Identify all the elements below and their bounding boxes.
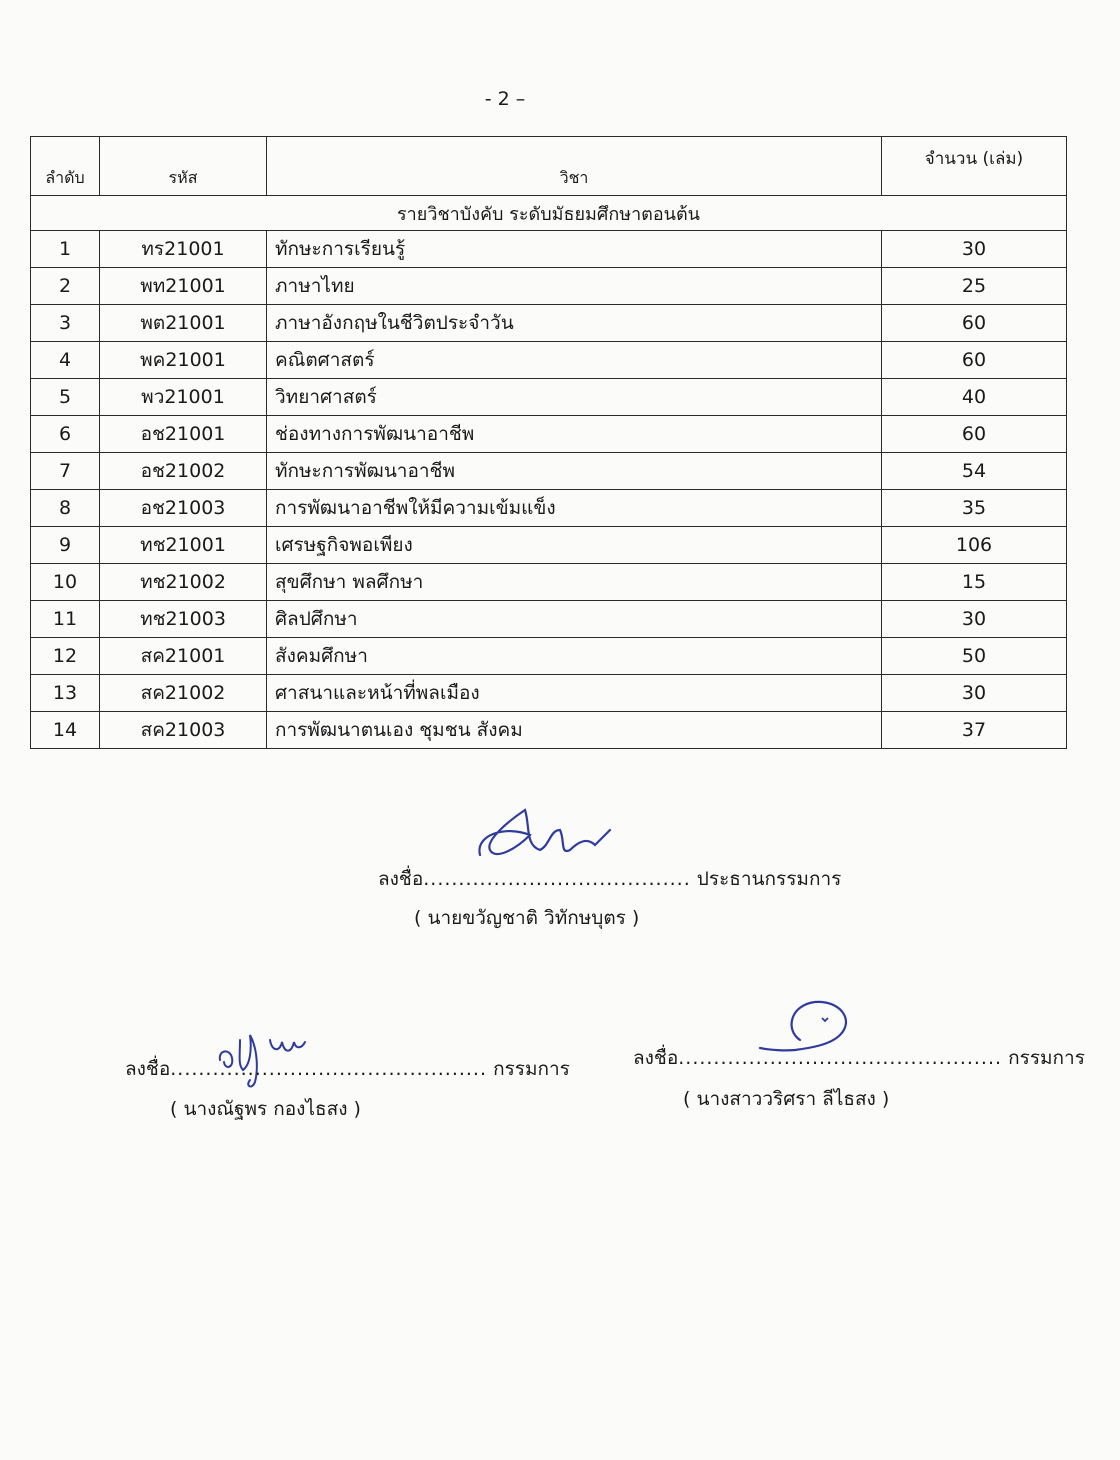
book-quantity-table [30,136,1067,749]
book-quantity: 25 [882,268,1067,305]
table-row [31,675,1067,712]
course-code: พค21001 [100,342,267,379]
row-number: 14 [31,712,100,749]
header-quantity: จำนวน (เล่ม) [882,137,1067,196]
table-row [31,231,1067,268]
row-number: 11 [31,601,100,638]
course-code: อช21002 [100,453,267,490]
chair-sign-dots: ...................................... [423,868,691,890]
row-number: 1 [31,231,100,268]
member-left-signature-line [125,1054,570,1084]
subject-name: ศาสนาและหน้าที่พลเมือง [267,675,882,712]
row-number: 4 [31,342,100,379]
course-code: ทช21001 [100,527,267,564]
header-subject: วิชา [267,137,882,196]
table-row [31,712,1067,749]
book-quantity: 30 [882,601,1067,638]
book-quantity: 54 [882,453,1067,490]
book-quantity: 50 [882,638,1067,675]
course-code: ทช21002 [100,564,267,601]
row-number: 10 [31,564,100,601]
course-code: พว21001 [100,379,267,416]
course-code: สค21003 [100,712,267,749]
row-number: 7 [31,453,100,490]
book-quantity: 37 [882,712,1067,749]
member-left-name: ( นางณัฐพร กองไธสง ) [170,1098,361,1120]
subject-name: ภาษาอังกฤษในชีวิตประจำวัน [267,305,882,342]
table-row [31,305,1067,342]
row-number: 6 [31,416,100,453]
header-no: ลำดับ [31,137,100,196]
chair-signature-line [378,864,841,894]
section-row [31,196,1067,231]
table-row [31,527,1067,564]
book-quantity: 40 [882,379,1067,416]
course-code: สค21002 [100,675,267,712]
chair-role: ประธานกรรมการ [696,868,842,890]
table-row [31,564,1067,601]
subject-name: วิทยาศาสตร์ [267,379,882,416]
book-quantity: 60 [882,342,1067,379]
table-row [31,490,1067,527]
subject-name: เศรษฐกิจพอเพียง [267,527,882,564]
table-row [31,453,1067,490]
table-row [31,416,1067,453]
table-row [31,342,1067,379]
book-quantity: 15 [882,564,1067,601]
section-title: รายวิชาบังคับ ระดับมัธยมศึกษาตอนต้น [31,196,1067,231]
subject-name: ทักษะการพัฒนาอาชีพ [267,453,882,490]
row-number: 13 [31,675,100,712]
chair-name: ( นายขวัญชาติ วิทักษบุตร ) [414,907,640,929]
table-row [31,601,1067,638]
member-right-sign-prefix: ลงชื่อ [633,1047,679,1069]
member-right-signature-line [633,1043,1085,1073]
book-quantity: 30 [882,231,1067,268]
subject-name: ช่องทางการพัฒนาอาชีพ [267,416,882,453]
course-code: อช21001 [100,416,267,453]
book-quantity: 60 [882,305,1067,342]
table-row [31,638,1067,675]
subject-name: ทักษะการเรียนรู้ [267,231,882,268]
book-quantity: 106 [882,527,1067,564]
member-left-sign-dots: ............................................. [170,1058,488,1080]
page-number: - 2 – [484,88,526,110]
member-right-sign-dots: .............................................. [678,1047,1003,1069]
course-code: สค21001 [100,638,267,675]
book-quantity: 30 [882,675,1067,712]
subject-name: ศิลปศึกษา [267,601,882,638]
course-code: ทช21003 [100,601,267,638]
member-right-name: ( นางสาววริศรา ลีไธสง ) [683,1088,890,1110]
subject-name: สังคมศึกษา [267,638,882,675]
row-number: 9 [31,527,100,564]
course-code: อช21003 [100,490,267,527]
table-row [31,379,1067,416]
row-number: 3 [31,305,100,342]
member-left-sign-prefix: ลงชื่อ [125,1058,171,1080]
row-number: 2 [31,268,100,305]
subject-name: คณิตศาสตร์ [267,342,882,379]
subject-name: การพัฒนาอาชีพให้มีความเข้มแข็ง [267,490,882,527]
course-code: ทร21001 [100,231,267,268]
member-left-role: กรรมการ [493,1058,570,1080]
course-code: พท21001 [100,268,267,305]
row-number: 5 [31,379,100,416]
book-quantity: 35 [882,490,1067,527]
subject-name: สุขศึกษา พลศึกษา [267,564,882,601]
table-header-row [31,137,1067,196]
member-right-role: กรรมการ [1008,1047,1085,1069]
row-number: 8 [31,490,100,527]
row-number: 12 [31,638,100,675]
chair-sign-prefix: ลงชื่อ [378,868,424,890]
table-row [31,268,1067,305]
subject-name: ภาษาไทย [267,268,882,305]
header-code: รหัส [100,137,267,196]
book-quantity: 60 [882,416,1067,453]
course-code: พต21001 [100,305,267,342]
subject-name: การพัฒนาตนเอง ชุมชน สังคม [267,712,882,749]
